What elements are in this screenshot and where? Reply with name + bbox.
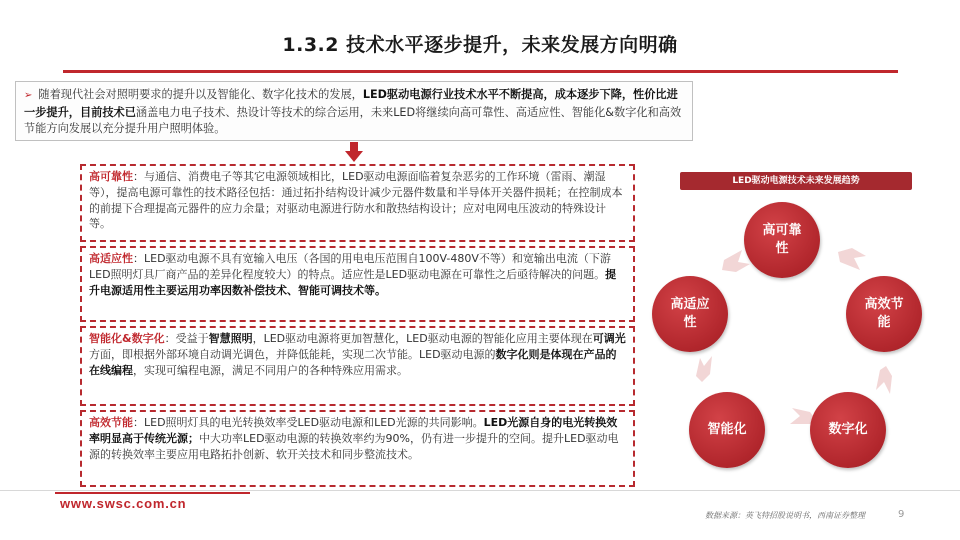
section-heading: 高效节能 xyxy=(89,416,133,429)
section-bold: 提升电源适用性主要运用功率因数补偿技术、智能可调技术等。 xyxy=(89,267,617,297)
section-heading: 高适应性 xyxy=(89,252,133,265)
intro-bold: LED驱动电源行业技术水平不断提高，成本逐步下降，性价比进一步提升，目前技术已 xyxy=(24,88,678,119)
intro-text-1: 随着现代社会对照明要求的提升以及智能化、数字化技术的发展， xyxy=(38,88,363,101)
section-text: ，LED驱动电源将更加智慧化，LED驱动电源的智能化应用主要体现在 xyxy=(252,332,593,345)
section-bold: LED光源自身的电光转换效率明显高于传统光源； xyxy=(89,416,618,445)
node-digitalization: 数字化 xyxy=(810,392,886,468)
section-text: ：LED照明灯具的电光转换效率受LED驱动电源和LED光源的共同影响。 xyxy=(133,416,484,429)
node-intelligence: 智能化 xyxy=(689,392,765,468)
section-text: ，实现可编程电源，满足不同用户的各种特殊应用需求。 xyxy=(133,363,408,377)
section-bold: 数字化则是体现在产品的在线编程 xyxy=(89,347,617,377)
cycle-arrow-icon xyxy=(876,366,892,394)
down-arrow-icon xyxy=(345,142,363,162)
page-title: 1.3.2 技术水平逐步提升，未来发展方向明确 xyxy=(282,34,678,56)
intro-text-2: 涵盖电力电子技术、热设计等技术的综合运用，未来LED将继续向高可靠性、高适应性、智能化&数字化和高效节能方向发展以充分提升用户照明体验。 xyxy=(24,105,682,135)
section-text: ：LED驱动电源不具有宽输入电压（各国的用电电压范围自100V-480V不等）和宽输出电流（下游LED照明灯具厂商产品的差异化程度较大）的特点。适应性是LED驱动电源在可靠性之后亟待解决的问题。 xyxy=(89,252,611,281)
section-intelligent-digital xyxy=(80,326,635,406)
section-heading: 智能化&数字化 xyxy=(89,332,165,345)
section-adaptability xyxy=(80,246,635,322)
page-number: 9 xyxy=(898,509,905,520)
footer-accent-line xyxy=(55,492,250,494)
intro-box xyxy=(15,81,693,141)
section-reliability xyxy=(80,164,635,242)
section-efficiency xyxy=(80,410,635,487)
cycle-arrow-icon xyxy=(696,356,712,382)
diagram-header: LED驱动电源技术未来发展趋势 xyxy=(680,172,912,190)
bullet-arrow-icon: ➢ xyxy=(24,90,33,101)
cycle-arrow-icon xyxy=(838,248,866,270)
section-bold: 可调光 xyxy=(592,332,626,345)
section-text: 方面，即根据外部环境自动调光调色，并降低能耗，实现二次节能。LED驱动电源的 xyxy=(89,347,496,361)
title-divider xyxy=(63,70,898,73)
section-heading: 高可靠性 xyxy=(89,170,133,183)
node-high-efficiency: 高效节能 xyxy=(846,276,922,352)
site-url: www.swsc.com.cn xyxy=(60,496,187,511)
node-high-reliability: 高可靠性 xyxy=(744,202,820,278)
node-high-adaptability: 高适应性 xyxy=(652,276,728,352)
section-text: 中大功率LED驱动电源的转换效率约为90%，仍有进一步提升的空间。提升LED驱动电源的转换效率主要应用电路拓扑创新、软开关技术和同步整流技术。 xyxy=(89,431,619,461)
section-text: ：与通信、消费电子等其它电源领域相比，LED驱动电源面临着复杂恶劣的工作环境（雷雨、潮湿等），提高电源可靠性的技术路径包括：通过拓扑结构设计减少元器件数量和半导体开关器件损耗；在控制成本的前提下合理提高元器件的应力余量；对驱动电源进行防水和散热结构设计；应对电网电压波动的特殊设计等。 xyxy=(89,170,623,231)
source-note: 数据来源：英飞特招股说明书，西南证券整理 xyxy=(705,511,865,520)
section-text: ：受益于 xyxy=(164,332,209,345)
section-bold: 智慧照明 xyxy=(208,332,253,345)
footer-divider xyxy=(0,490,960,491)
